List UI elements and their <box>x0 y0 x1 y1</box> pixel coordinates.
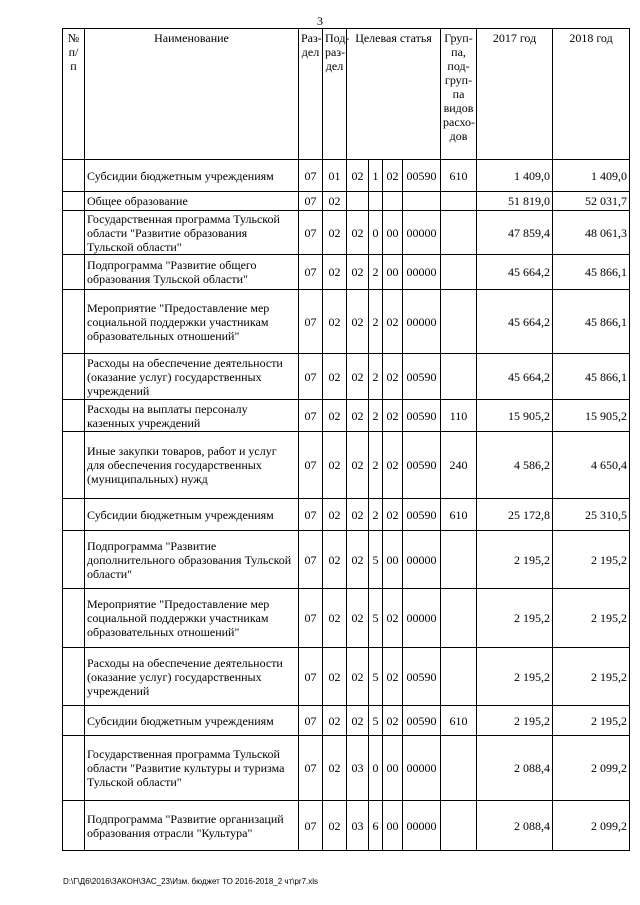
row-podrazdel: 02 <box>323 400 347 432</box>
row-amount-2017: 2 088,4 <box>477 736 553 801</box>
row-name: Иные закупки товаров, работ и услуг для обеспечения государственных (муниципальных) нужд <box>85 432 299 499</box>
row-podrazdel: 02 <box>323 531 347 589</box>
row-podrazdel: 02 <box>323 499 347 531</box>
row-target-subprogram: 2 <box>369 400 383 432</box>
row-podrazdel: 02 <box>323 648 347 706</box>
row-target-program: 02 <box>347 706 369 736</box>
row-target-event: 02 <box>383 354 403 400</box>
row-group: 610 <box>441 160 477 192</box>
row-amount-2018: 48 061,3 <box>553 211 630 255</box>
row-podrazdel: 02 <box>323 432 347 499</box>
row-num <box>63 589 85 648</box>
row-name: Мероприятие "Предоставление мер социальной поддержки участникам образовательных отношений" <box>85 589 299 648</box>
row-podrazdel: 01 <box>323 160 347 192</box>
row-razdel: 07 <box>299 290 323 354</box>
row-num <box>63 400 85 432</box>
row-amount-2018: 45 866,1 <box>553 354 630 400</box>
row-target-direction: 00590 <box>403 706 441 736</box>
row-razdel: 07 <box>299 801 323 851</box>
row-num <box>63 432 85 499</box>
row-target-event: 02 <box>383 290 403 354</box>
row-amount-2018: 4 650,4 <box>553 432 630 499</box>
row-razdel: 07 <box>299 400 323 432</box>
table-row <box>63 736 630 801</box>
table-row <box>63 354 630 400</box>
row-target-subprogram <box>369 192 383 211</box>
row-podrazdel: 02 <box>323 736 347 801</box>
row-razdel: 07 <box>299 255 323 290</box>
row-razdel: 07 <box>299 736 323 801</box>
row-group: 110 <box>441 400 477 432</box>
row-target-subprogram: 6 <box>369 801 383 851</box>
row-group: 610 <box>441 706 477 736</box>
row-name: Подпрограмма "Развитие дополнительного образования Тульской области" <box>85 531 299 589</box>
row-target-program: 02 <box>347 499 369 531</box>
row-razdel: 07 <box>299 589 323 648</box>
row-name: Общее образование <box>85 192 299 211</box>
table-row <box>63 801 630 851</box>
row-target-direction: 00000 <box>403 531 441 589</box>
row-podrazdel: 02 <box>323 290 347 354</box>
row-target-event: 00 <box>383 736 403 801</box>
row-target-subprogram: 2 <box>369 290 383 354</box>
row-name: Государственная программа Тульской области "Развитие образования Тульской области" <box>85 211 299 255</box>
row-target-direction: 00000 <box>403 255 441 290</box>
row-target-subprogram: 1 <box>369 160 383 192</box>
row-amount-2018: 1 409,0 <box>553 160 630 192</box>
row-razdel: 07 <box>299 211 323 255</box>
row-name: Подпрограмма "Развитие организаций образования отрасли "Культура" <box>85 801 299 851</box>
row-group <box>441 736 477 801</box>
row-amount-2018: 52 031,7 <box>553 192 630 211</box>
row-razdel: 07 <box>299 432 323 499</box>
row-amount-2017: 2 195,2 <box>477 531 553 589</box>
row-target-event: 02 <box>383 160 403 192</box>
row-podrazdel: 02 <box>323 211 347 255</box>
row-name: Мероприятие "Предоставление мер социальной поддержки участникам образовательных отношений" <box>85 290 299 354</box>
row-target-program: 02 <box>347 648 369 706</box>
table-row <box>63 290 630 354</box>
row-target-event: 02 <box>383 589 403 648</box>
row-group <box>441 255 477 290</box>
row-amount-2018: 25 310,5 <box>553 499 630 531</box>
table-row <box>63 706 630 736</box>
table-row <box>63 531 630 589</box>
row-razdel: 07 <box>299 192 323 211</box>
table-row <box>63 400 630 432</box>
row-amount-2017: 2 195,2 <box>477 706 553 736</box>
row-target-subprogram: 5 <box>369 589 383 648</box>
row-target-program: 02 <box>347 255 369 290</box>
row-target-event: 00 <box>383 211 403 255</box>
row-num <box>63 499 85 531</box>
row-target-subprogram: 5 <box>369 706 383 736</box>
row-podrazdel: 02 <box>323 354 347 400</box>
row-name: Расходы на выплаты персоналу казенных учреждений <box>85 400 299 432</box>
row-target-event: 00 <box>383 531 403 589</box>
row-num <box>63 211 85 255</box>
row-podrazdel: 02 <box>323 192 347 211</box>
row-num <box>63 531 85 589</box>
row-target-program: 02 <box>347 290 369 354</box>
row-group <box>441 531 477 589</box>
row-amount-2017: 45 664,2 <box>477 290 553 354</box>
row-group <box>441 192 477 211</box>
row-group <box>441 801 477 851</box>
row-target-direction <box>403 192 441 211</box>
header-podrazdel: Под-раз-дел <box>323 29 347 160</box>
row-amount-2018: 45 866,1 <box>553 290 630 354</box>
row-razdel: 07 <box>299 354 323 400</box>
row-num <box>63 354 85 400</box>
row-group: 610 <box>441 499 477 531</box>
row-podrazdel: 02 <box>323 589 347 648</box>
row-target-subprogram: 5 <box>369 531 383 589</box>
row-target-program: 02 <box>347 211 369 255</box>
budget-table <box>62 28 630 851</box>
page-number: 3 <box>317 14 323 28</box>
row-name: Субсидии бюджетным учреждениям <box>85 160 299 192</box>
row-target-subprogram: 2 <box>369 432 383 499</box>
header-razdel: Раз-дел <box>299 29 323 160</box>
table-row <box>63 192 630 211</box>
row-target-direction: 00590 <box>403 160 441 192</box>
row-target-program: 03 <box>347 801 369 851</box>
row-target-direction: 00000 <box>403 801 441 851</box>
row-amount-2017: 2 195,2 <box>477 589 553 648</box>
row-group <box>441 648 477 706</box>
row-target-direction: 00000 <box>403 211 441 255</box>
table-row <box>63 499 630 531</box>
row-amount-2018: 15 905,2 <box>553 400 630 432</box>
row-name: Субсидии бюджетным учреждениям <box>85 499 299 531</box>
row-target-direction: 00000 <box>403 736 441 801</box>
row-name: Расходы на обеспечение деятельности (оказание услуг) государственных учреждений <box>85 648 299 706</box>
row-amount-2017: 1 409,0 <box>477 160 553 192</box>
row-target-event: 02 <box>383 706 403 736</box>
row-amount-2018: 2 195,2 <box>553 648 630 706</box>
table-row <box>63 211 630 255</box>
row-target-program: 02 <box>347 160 369 192</box>
table-row <box>63 589 630 648</box>
header-2017: 2017 год <box>477 29 553 160</box>
row-podrazdel: 02 <box>323 801 347 851</box>
row-target-program: 02 <box>347 354 369 400</box>
row-amount-2018: 2 099,2 <box>553 736 630 801</box>
row-target-direction: 00590 <box>403 354 441 400</box>
header-2018: 2018 год <box>553 29 630 160</box>
row-amount-2017: 45 664,2 <box>477 354 553 400</box>
row-target-event: 02 <box>383 400 403 432</box>
row-razdel: 07 <box>299 648 323 706</box>
row-target-direction: 00000 <box>403 290 441 354</box>
row-target-event: 00 <box>383 255 403 290</box>
row-group <box>441 211 477 255</box>
row-amount-2017: 51 819,0 <box>477 192 553 211</box>
row-num <box>63 801 85 851</box>
row-target-event: 02 <box>383 432 403 499</box>
row-podrazdel: 02 <box>323 255 347 290</box>
table-row <box>63 255 630 290</box>
header-group: Груп-па, под-груп-па видов расхо-дов <box>441 29 477 160</box>
row-target-event: 02 <box>383 499 403 531</box>
table-row <box>63 432 630 499</box>
row-target-event: 02 <box>383 648 403 706</box>
row-target-subprogram: 2 <box>369 354 383 400</box>
row-name: Расходы на обеспечение деятельности (оказание услуг) государственных учреждений <box>85 354 299 400</box>
row-name: Подпрограмма "Развитие общего образования Тульской области" <box>85 255 299 290</box>
row-target-program <box>347 192 369 211</box>
row-amount-2018: 2 195,2 <box>553 589 630 648</box>
row-razdel: 07 <box>299 706 323 736</box>
row-amount-2017: 4 586,2 <box>477 432 553 499</box>
row-target-program: 02 <box>347 400 369 432</box>
row-target-subprogram: 2 <box>369 255 383 290</box>
row-target-direction: 00590 <box>403 648 441 706</box>
row-target-program: 02 <box>347 432 369 499</box>
row-target-direction: 00000 <box>403 589 441 648</box>
row-amount-2017: 47 859,4 <box>477 211 553 255</box>
row-num <box>63 290 85 354</box>
row-amount-2017: 15 905,2 <box>477 400 553 432</box>
header-target: Целевая статья <box>347 29 441 160</box>
row-group <box>441 589 477 648</box>
row-target-subprogram: 0 <box>369 211 383 255</box>
row-amount-2017: 25 172,8 <box>477 499 553 531</box>
row-amount-2017: 2 088,4 <box>477 801 553 851</box>
header-name: Наименование <box>85 29 299 160</box>
row-amount-2018: 2 195,2 <box>553 531 630 589</box>
row-name: Государственная программа Тульской области "Развитие культуры и туризма Тульской области" <box>85 736 299 801</box>
row-num <box>63 255 85 290</box>
row-target-subprogram: 0 <box>369 736 383 801</box>
row-num <box>63 160 85 192</box>
header-num: № п/ п <box>63 29 85 160</box>
row-amount-2018: 2 195,2 <box>553 706 630 736</box>
row-target-program: 02 <box>347 589 369 648</box>
row-target-direction: 00590 <box>403 432 441 499</box>
table-header-row <box>63 29 630 160</box>
row-target-event: 00 <box>383 801 403 851</box>
row-target-subprogram: 2 <box>369 499 383 531</box>
row-target-subprogram: 5 <box>369 648 383 706</box>
row-amount-2017: 45 664,2 <box>477 255 553 290</box>
table-row <box>63 648 630 706</box>
row-name: Субсидии бюджетным учреждениям <box>85 706 299 736</box>
row-target-direction: 00590 <box>403 400 441 432</box>
row-target-direction: 00590 <box>403 499 441 531</box>
row-group <box>441 354 477 400</box>
row-target-event <box>383 192 403 211</box>
row-target-program: 02 <box>347 531 369 589</box>
row-amount-2017: 2 195,2 <box>477 648 553 706</box>
row-amount-2018: 45 866,1 <box>553 255 630 290</box>
row-num <box>63 706 85 736</box>
row-num <box>63 192 85 211</box>
row-razdel: 07 <box>299 531 323 589</box>
table-row <box>63 160 630 192</box>
row-group <box>441 290 477 354</box>
row-num <box>63 648 85 706</box>
row-podrazdel: 02 <box>323 706 347 736</box>
row-razdel: 07 <box>299 160 323 192</box>
row-amount-2018: 2 099,2 <box>553 801 630 851</box>
row-num <box>63 736 85 801</box>
row-group: 240 <box>441 432 477 499</box>
row-razdel: 07 <box>299 499 323 531</box>
footer-file-path: D:\Г\Д6\2016\ЗАКОН\ЗАС_23\Изм. бюджет ТО 2016-2018_2 чт\pr7.xls <box>63 877 319 886</box>
row-target-program: 03 <box>347 736 369 801</box>
